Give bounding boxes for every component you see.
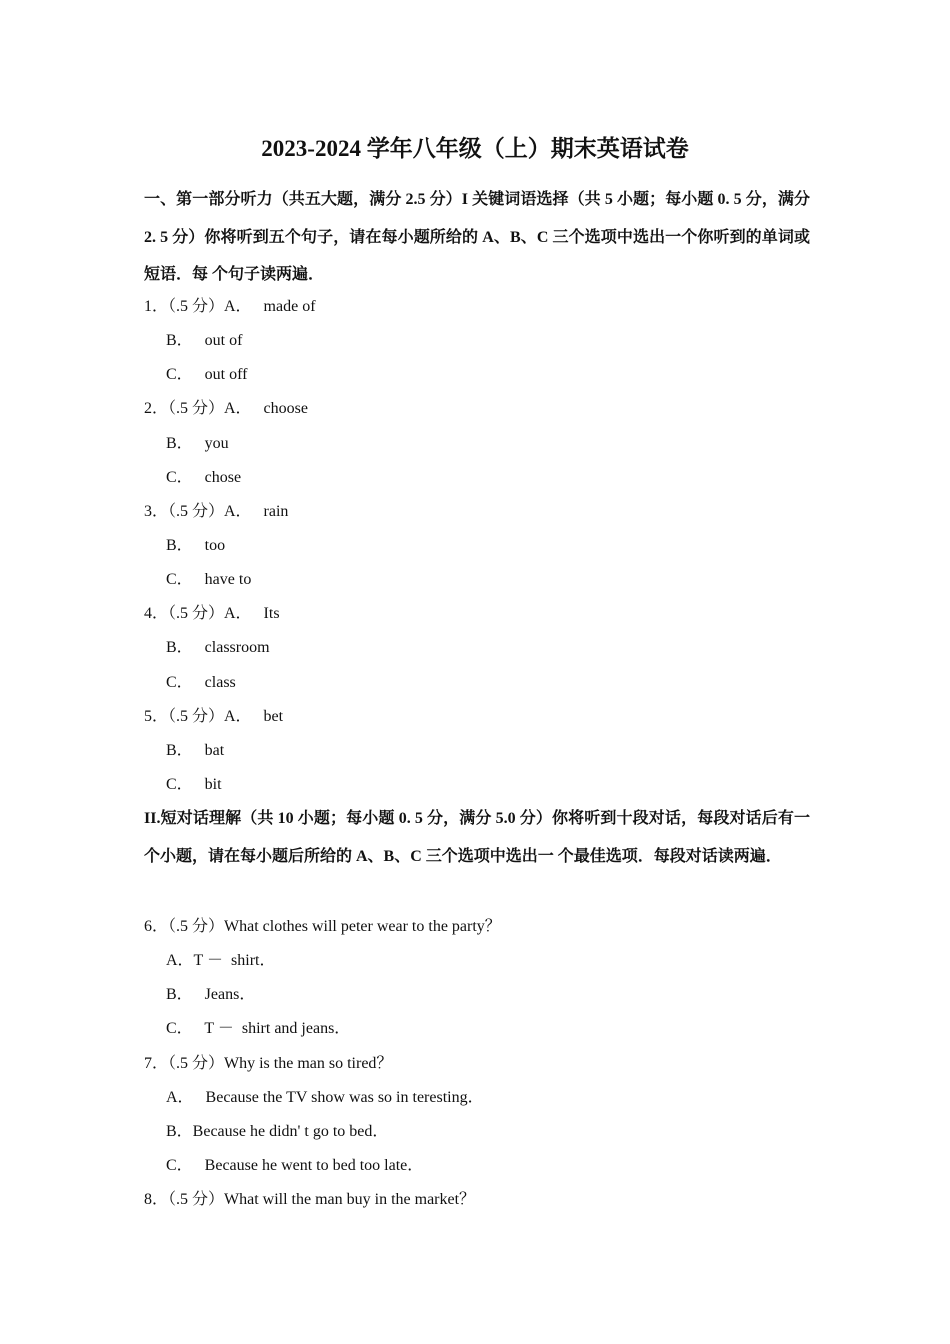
question-6-stem: 6．（.5 分）What clothes will peter wear to the party？	[144, 918, 501, 935]
question-1-stem: 1．（.5 分）A． made of	[144, 298, 316, 315]
question-5-option-c: C． bit	[166, 776, 222, 793]
section-heading-short-dialogue: II.短对话理解（共 10 小题；每小题 0. 5 分，满分 5.0 分）你将听到十段对话，每段对话后有一个小题，请在每小题后所给的 A、B、C 三个选项中选出一 个最佳选项．每段对话读两遍．	[144, 810, 810, 865]
question-4-option-b: B． classroom	[166, 639, 270, 656]
question-1-option-c: C． out off	[166, 366, 248, 383]
question-1-option-b: B． out of	[166, 332, 243, 349]
question-7-option-a: A． Because the TV show was so in teresting．	[166, 1089, 484, 1106]
question-2-stem: 2．（.5 分）A． choose	[144, 400, 308, 417]
question-7-stem: 7．（.5 分）Why is the man so tired？	[144, 1055, 393, 1072]
question-5-stem: 5．（.5 分）A． bet	[144, 708, 284, 725]
question-7-option-c: C． Because he went to bed too late．	[166, 1157, 424, 1174]
question-3-option-c: C． have to	[166, 571, 252, 588]
question-3-option-b: B． too	[166, 537, 226, 554]
question-4-stem: 4．（.5 分）A． Its	[144, 605, 280, 622]
page-title: 2023-2024 学年八年级（上）期末英语试卷	[261, 136, 689, 161]
question-7-option-b: B．Because he didn' t go to bed．	[166, 1123, 389, 1140]
question-4-option-c: C． class	[166, 674, 236, 691]
question-8-stem: 8．（.5 分）What will the man buy in the market？	[144, 1191, 476, 1208]
question-2-option-b: B． you	[166, 435, 229, 452]
question-6-option-a: A．T － shirt．	[166, 952, 276, 969]
question-6-option-b: B． Jeans．	[166, 986, 256, 1003]
section-heading-listening: 一、第一部分听力（共五大题，满分 2.5 分）I 关键词语选择（共 5 小题；每小题 0. 5 分，满分 2. 5 分）你将听到五个句子，请在每小题所给的 A、B、C 三个选项中选出一个你听到的单词或短语．每 个句子读两遍．	[144, 191, 810, 283]
question-2-option-c: C． chose	[166, 469, 242, 486]
question-6-option-c: C． T － shirt and jeans．	[166, 1020, 351, 1037]
question-3-stem: 3．（.5 分）A． rain	[144, 503, 289, 520]
question-5-option-b: B． bat	[166, 742, 225, 759]
